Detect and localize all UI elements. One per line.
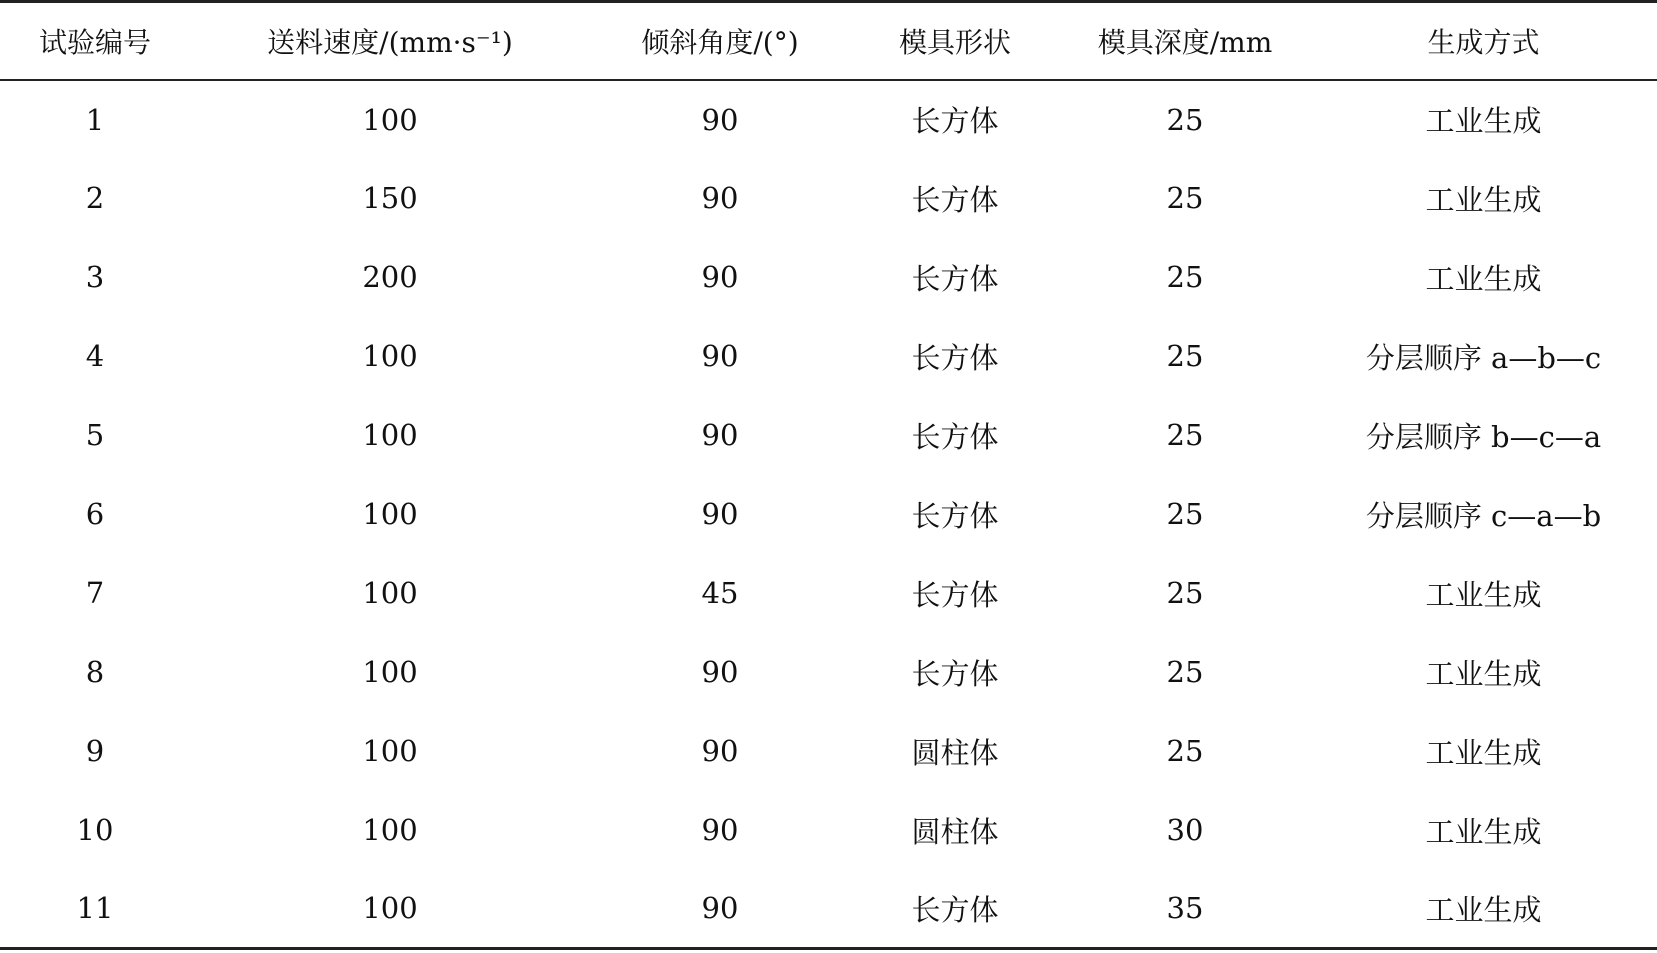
table-row: [0, 396, 1657, 475]
cell-mold-shape: 长方体: [911, 577, 999, 612]
cell-generation-method: 工业生成: [1310, 870, 1657, 949]
header-tilt-angle: 倾斜角度/(°): [590, 2, 850, 80]
header-generation-method: 生成方式: [1310, 2, 1657, 80]
cell-mold-shape: 长方体: [911, 498, 999, 533]
cell-generation-method: 工业生成: [1425, 656, 1542, 691]
header-test-number: 试验编号: [0, 2, 190, 80]
cell-test-number: 10: [76, 813, 114, 847]
header-row: [0, 2, 1657, 80]
cell-mold-depth: 25: [1166, 181, 1204, 215]
cell-tilt-angle: 90: [701, 418, 739, 452]
cell-tilt-angle: 90: [701, 339, 739, 373]
cell-feed-speed: 100: [362, 102, 418, 137]
cell-mold-depth: 25: [1166, 655, 1204, 689]
cell-feed-speed: 100: [362, 497, 418, 531]
cell-generation-method: 工业生成: [1425, 261, 1542, 296]
cell-test-number: 5: [85, 418, 105, 452]
cell-tilt-angle: 90: [701, 497, 739, 531]
cell-mold-depth: 25: [1166, 260, 1204, 294]
cell-tilt-angle: 90: [701, 734, 739, 768]
cell-generation-method: 分层顺序 b—c—a: [1365, 419, 1602, 454]
cell-test-number: 3: [85, 260, 105, 294]
cell-mold-shape: 圆柱体: [911, 814, 999, 849]
cell-mold-depth: 25: [1166, 576, 1204, 610]
cell-mold-shape: 长方体: [850, 870, 1060, 949]
cell-mold-shape: 长方体: [911, 182, 999, 217]
cell-test-number: 1: [85, 102, 105, 137]
cell-feed-speed: 200: [362, 260, 418, 294]
cell-test-number: 6: [85, 497, 105, 531]
cell-mold-depth: 25: [1166, 734, 1204, 768]
cell-feed-speed: 100: [362, 339, 418, 373]
cell-mold-depth: 35: [1060, 870, 1310, 949]
cell-mold-shape: 长方体: [911, 656, 999, 691]
table-row: [0, 791, 1657, 870]
cell-mold-shape: 长方体: [911, 419, 999, 454]
header-mold-shape: 模具形状: [850, 2, 1060, 80]
header-mold-depth: 模具深度/mm: [1060, 2, 1310, 80]
table-row: [0, 238, 1657, 317]
cell-mold-depth: 25: [1166, 497, 1204, 531]
cell-generation-method: 工业生成: [1425, 182, 1542, 217]
table-row: [0, 159, 1657, 238]
cell-feed-speed: 100: [190, 870, 590, 949]
cell-test-number: 9: [85, 734, 105, 768]
cell-test-number: 7: [85, 576, 105, 610]
cell-test-number: 11: [0, 870, 190, 949]
cell-tilt-angle: 90: [701, 102, 739, 137]
table-body: [0, 80, 1657, 949]
cell-generation-method: 工业生成: [1425, 577, 1542, 612]
cell-feed-speed: 100: [362, 734, 418, 768]
cell-tilt-angle: 90: [701, 260, 739, 294]
cell-tilt-angle: 90: [701, 181, 739, 215]
table-row: [0, 475, 1657, 554]
cell-test-number: 2: [85, 181, 105, 215]
cell-generation-method: 分层顺序 c—a—b: [1365, 498, 1602, 533]
cell-tilt-angle: 90: [701, 655, 739, 689]
cell-mold-shape: 长方体: [911, 340, 999, 375]
cell-generation-method: 工业生成: [1425, 735, 1542, 770]
cell-mold-shape: 圆柱体: [911, 735, 999, 770]
cell-mold-depth: 25: [1166, 339, 1204, 373]
table-header: [0, 2, 1657, 80]
header-feed-speed: 送料速度/(mm·s⁻¹): [190, 2, 590, 80]
cell-test-number: 8: [85, 655, 105, 689]
cell-mold-shape: 长方体: [911, 104, 999, 138]
cell-feed-speed: 100: [362, 813, 418, 847]
table-row: [0, 870, 1657, 949]
cell-tilt-angle: 45: [701, 576, 739, 610]
table-row: [0, 712, 1657, 791]
cell-mold-shape: 长方体: [911, 261, 999, 296]
cell-feed-speed: 100: [362, 655, 418, 689]
table-row: [0, 317, 1657, 396]
cell-feed-speed: 100: [362, 418, 418, 452]
table-row: [0, 554, 1657, 633]
cell-generation-method: 分层顺序 a—b—c: [1365, 340, 1602, 375]
table-row: [0, 80, 1657, 159]
cell-generation-method: 工业生成: [1425, 104, 1542, 138]
cell-mold-depth: 25: [1166, 102, 1204, 137]
cell-mold-depth: 25: [1166, 418, 1204, 452]
cell-feed-speed: 150: [362, 181, 418, 215]
table-row: [0, 633, 1657, 712]
cell-feed-speed: 100: [362, 576, 418, 610]
cell-generation-method: 工业生成: [1425, 814, 1542, 849]
cell-test-number: 4: [85, 339, 105, 373]
cell-tilt-angle: 90: [701, 813, 739, 847]
cell-mold-depth: 30: [1166, 813, 1204, 847]
cell-tilt-angle: 90: [590, 870, 850, 949]
